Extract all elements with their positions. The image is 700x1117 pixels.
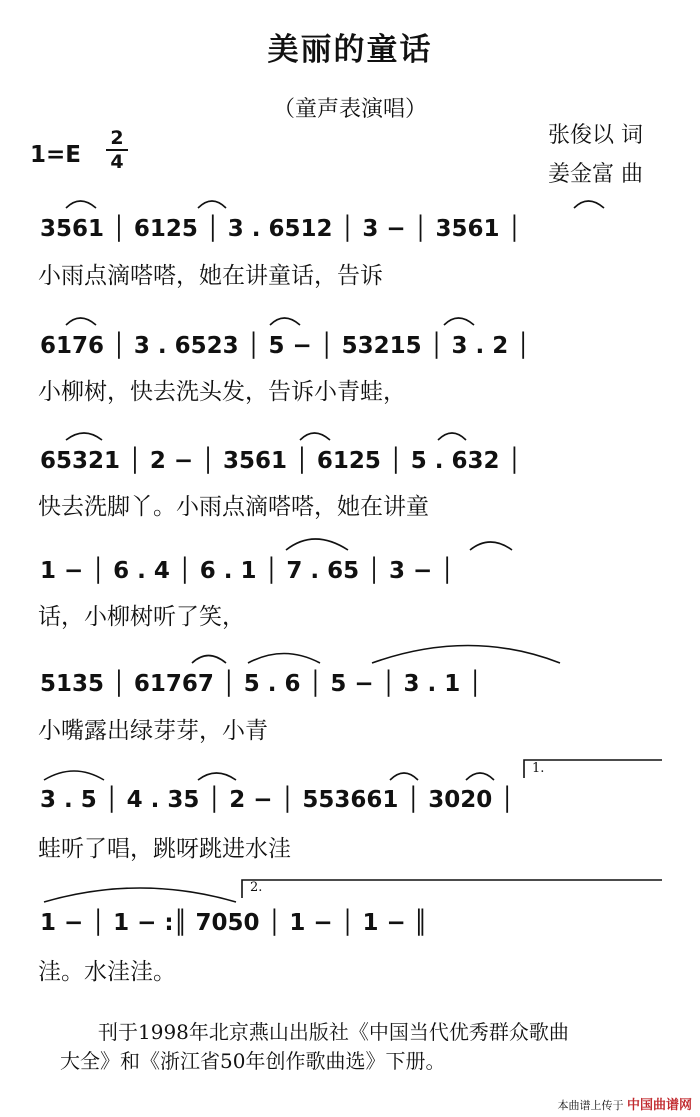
time-signature-lower: 4	[110, 151, 124, 173]
watermark	[557, 1094, 692, 1113]
slur	[248, 654, 320, 664]
slur	[574, 201, 604, 208]
lyrics-row-5: 小嘴露出绿芽芽，小青	[38, 718, 268, 744]
slur	[198, 201, 226, 208]
composer-credit: 姜金富 曲	[548, 162, 643, 187]
notation-row-4: 1 − │ 6 . 4 │ 6 . 1 │ 7 . 65 │ 3 − │	[40, 558, 455, 584]
key-signature: 1=E	[30, 142, 81, 168]
slur	[192, 656, 226, 664]
watermark-text: 本曲谱上传于	[557, 1099, 624, 1112]
notation-row-5: 5135 │ 61767 │ 5 . 6 │ 5 − │ 3 . 1 │	[40, 671, 483, 697]
slur	[198, 773, 236, 780]
time-signature	[106, 128, 128, 172]
slur	[286, 539, 348, 550]
notation-row-2: 6176 │ 3 . 6523 │ 5 − │ 53215 │ 3 . 2 │	[40, 333, 531, 359]
slur	[66, 318, 96, 325]
slur	[270, 318, 300, 325]
slur	[44, 771, 104, 780]
volta-2-label: 2.	[250, 880, 263, 895]
slur	[44, 888, 236, 902]
notation-row-3: 65321 │ 2 − │ 3561 │ 6125 │ 5 . 632 │	[40, 448, 522, 474]
lyrics-row-1: 小雨点滴嗒嗒，她在讲童话，告诉	[38, 263, 383, 289]
lyricist-credit: 张俊以 词	[548, 123, 643, 148]
volta-bracket-2	[242, 880, 662, 898]
slur	[470, 542, 512, 550]
slur	[466, 773, 494, 780]
slur	[66, 201, 96, 208]
slur	[66, 433, 102, 440]
lyrics-row-3: 快去洗脚丫。小雨点滴嗒嗒，她在讲童	[38, 494, 429, 520]
notation-row-6: 3 . 5 │ 4 . 35 │ 2 − │ 553661 │ 3020 │	[40, 787, 515, 813]
lyrics-row-4: 话，小柳树听了笑，	[38, 604, 245, 630]
notation-row-7: 1 − │ 1 − :║ 7050 │ 1 − │ 1 − ║	[40, 910, 428, 936]
page-title: 美丽的童话	[267, 32, 433, 68]
lyrics-row-2: 小柳树，快去洗头发，告诉小青蛙，	[38, 379, 406, 405]
notation-row-1: 3561 │ 6125 │ 3 . 6512 │ 3 − │ 3561 │	[40, 216, 522, 242]
slur	[444, 318, 474, 325]
footer-note-line-2: 大全》和《浙江省50年创作歌曲选》下册。	[60, 1049, 446, 1073]
lyrics-row-6: 蛙听了唱，跳呀跳进水洼	[38, 836, 291, 862]
volta-1-label: 1.	[532, 761, 545, 776]
slur	[300, 433, 330, 440]
footer-note-line-1: 刊于1998年北京燕山出版社《中国当代优秀群众歌曲	[98, 1020, 569, 1044]
time-signature-upper: 2	[110, 127, 124, 149]
slur	[372, 646, 560, 664]
page-subtitle: （童声表演唱）	[272, 97, 427, 122]
watermark-site: 中国曲谱网	[626, 1098, 692, 1113]
slur	[438, 433, 466, 440]
lyrics-row-7: 洼。水洼洼。	[38, 959, 176, 985]
volta-bracket-1	[524, 760, 662, 778]
slur	[390, 773, 418, 780]
